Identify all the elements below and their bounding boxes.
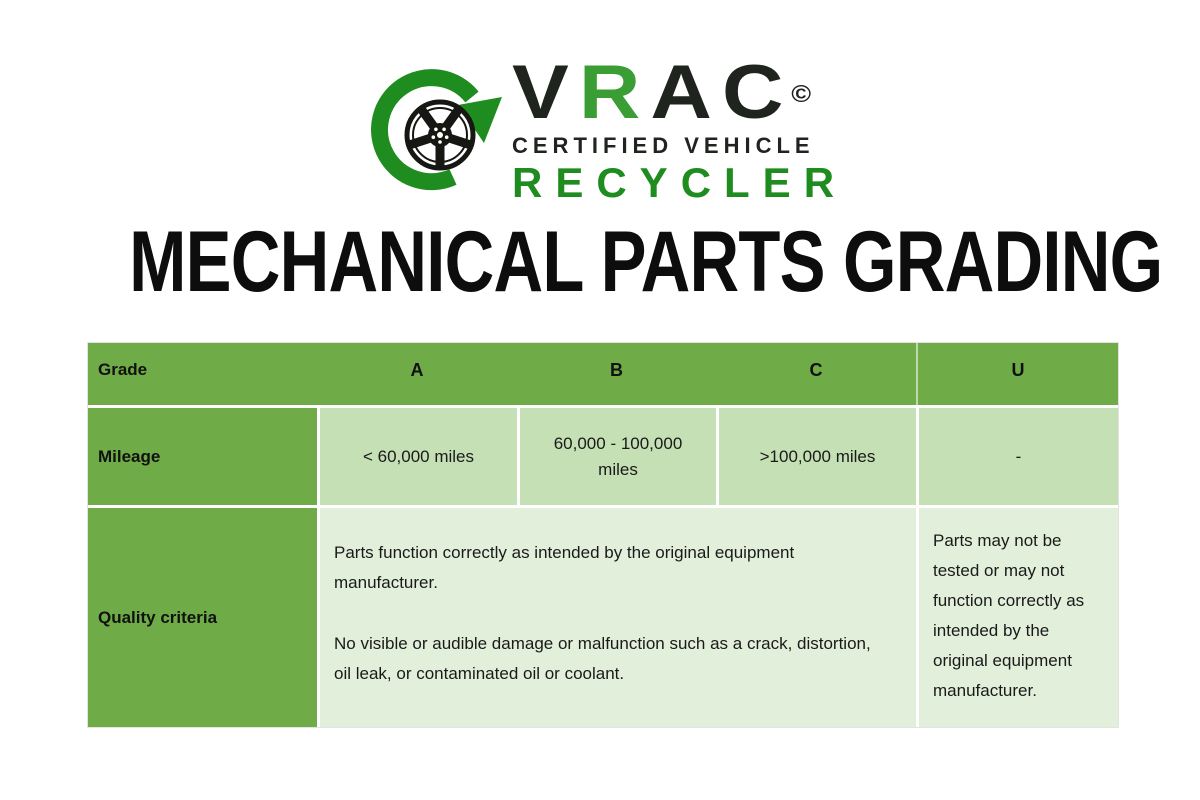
- brand-letter-c: C: [721, 50, 794, 135]
- title-row: [0, 214, 1200, 310]
- quality-grade-u: Parts may not be tested or may not function correctly as intended by the original equipment manufacturer.: [916, 505, 1118, 727]
- grading-table: [88, 343, 1118, 727]
- header-col-b: B: [517, 343, 716, 405]
- header-col-c: C: [716, 343, 916, 405]
- quality-abc-paragraph-2: No visible or audible damage or malfunction such as a crack, distortion, oil leak, or contaminated oil or coolant.: [334, 634, 871, 683]
- row-label-quality-criteria: Quality criteria: [88, 505, 317, 727]
- brand-letter-v: V: [512, 50, 579, 135]
- vrac-logo: [366, 50, 848, 206]
- mileage-grade-c: >100,000 miles: [716, 405, 916, 505]
- header-grade: Grade: [88, 343, 317, 405]
- quality-grades-abc: [317, 505, 916, 727]
- header-col-a: A: [317, 343, 517, 405]
- brand-name: [512, 50, 887, 135]
- header-col-u: U: [916, 343, 1118, 405]
- page-title: MECHANICAL PARTS GRADING: [129, 214, 1163, 310]
- logo-text-block: [512, 50, 848, 206]
- mileage-grade-a: < 60,000 miles: [317, 405, 517, 505]
- brand-letter-a: A: [650, 50, 722, 135]
- logo-tagline: RECYCLER: [512, 159, 848, 206]
- mileage-grade-u: -: [916, 405, 1118, 505]
- quality-abc-paragraph-1: Parts function correctly as intended by the original equipment manufacturer.: [334, 543, 795, 592]
- brand-letter-r: R: [578, 50, 651, 135]
- mileage-grade-b: 60,000 - 100,000 miles: [517, 405, 716, 505]
- logo-subtitle: CERTIFIED VEHICLE: [512, 133, 815, 158]
- wheel-recycle-icon: [366, 55, 506, 205]
- row-label-mileage: Mileage: [88, 405, 317, 505]
- copyright-mark: ©: [791, 81, 812, 108]
